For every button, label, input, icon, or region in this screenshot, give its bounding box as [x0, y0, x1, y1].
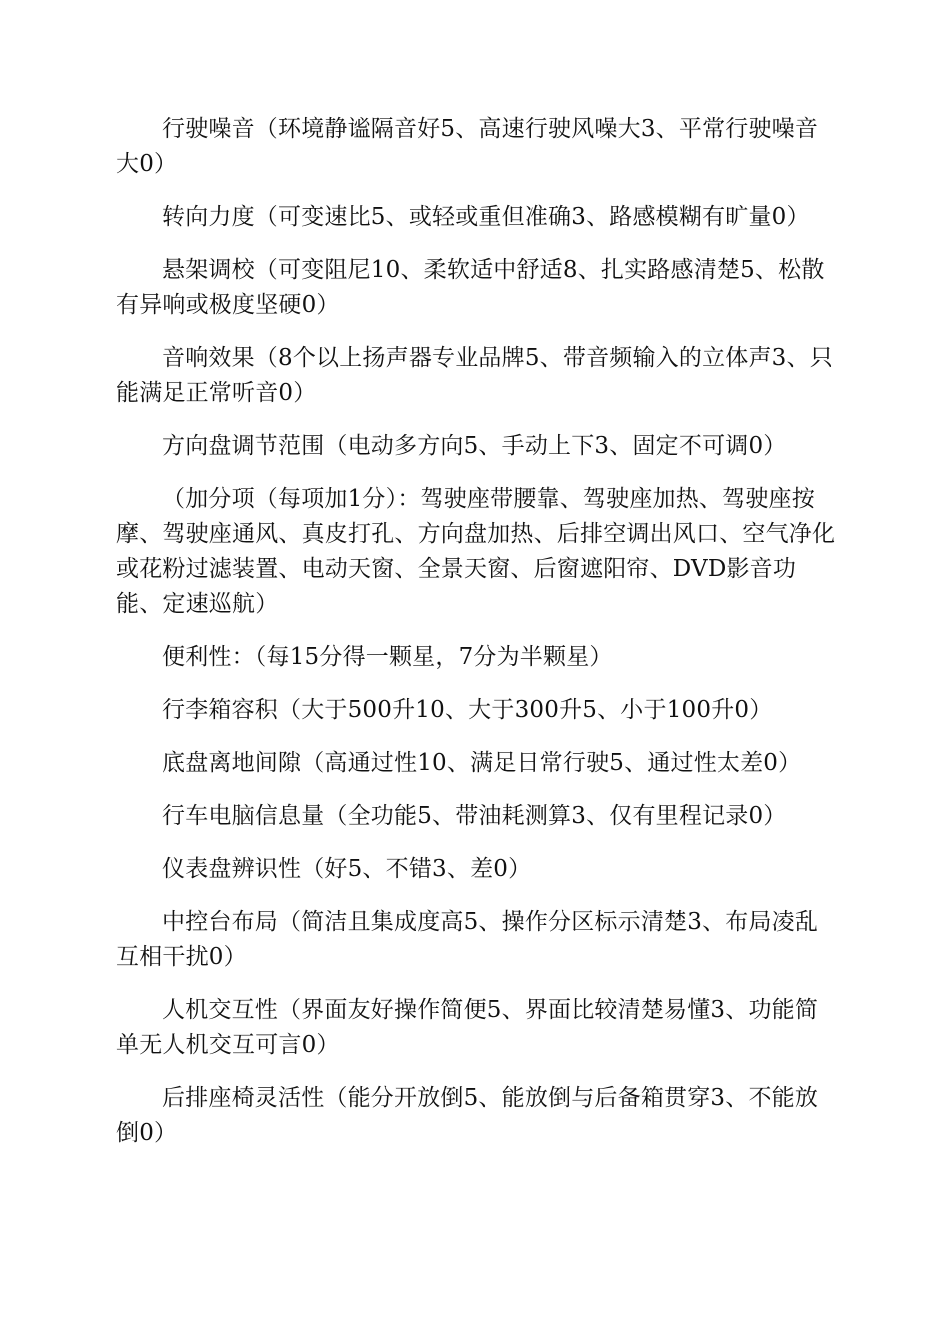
paragraph-rear-seat-flexibility: 后排座椅灵活性（能分开放倒5、能放倒与后备箱贯穿3、不能放倒0）	[116, 1085, 819, 1146]
paragraph-ground-clearance: 底盘离地间隙（高通过性10、满足日常行驶5、通过性太差0）	[162, 750, 802, 776]
paragraph-trip-computer: 行车电脑信息量（全功能5、带油耗测算3、仅有里程记录0）	[162, 803, 787, 829]
paragraph-audio: 音响效果（8个以上扬声器专业品牌5、带音频输入的立体声3、只能满足正常听音0）	[116, 345, 833, 406]
paragraph-trunk-volume: 行李箱容积（大于500升10、大于300升5、小于100升0）	[162, 697, 773, 723]
paragraph-steering-wheel-adjust: 方向盘调节范围（电动多方向5、手动上下3、固定不可调0）	[162, 433, 787, 459]
paragraph-suspension: 悬架调校（可变阻尼10、柔软适中舒适8、扎实路感清楚5、松散有异响或极度坚硬0）	[116, 257, 825, 318]
paragraph-center-console: 中控台布局（简洁且集成度高5、操作分区标示清楚3、布局凌乱互相干扰0）	[116, 909, 819, 970]
paragraph-steering-force: 转向力度（可变速比5、或轻或重但准确3、路感模糊有旷量0）	[162, 204, 810, 230]
document-body	[116, 112, 836, 1169]
paragraph-instrument-panel: 仪表盘辨识性（好5、不错3、差0）	[162, 856, 532, 882]
paragraph-noise: 行驶噪音（环境静谧隔音好5、高速行驶风噪大3、平常行驶噪音大0）	[116, 116, 819, 177]
paragraph-bonus-items: （加分项（每项加1分）：驾驶座带腰靠、驾驶座加热、驾驶座按摩、驾驶座通风、真皮打孔、方向盘加热、后排空调出风口、空气净化或花粉过滤装置、电动天窗、全景天窗、后窗遮阳帘、DVD影音功能、定速巡航）	[116, 486, 836, 617]
paragraph-hmi: 人机交互性（界面友好操作简便5、界面比较清楚易懂3、功能简单无人机交互可言0）	[116, 997, 819, 1058]
paragraph-convenience-heading: 便利性：（每15分得一颗星，7分为半颗星）	[162, 644, 613, 670]
